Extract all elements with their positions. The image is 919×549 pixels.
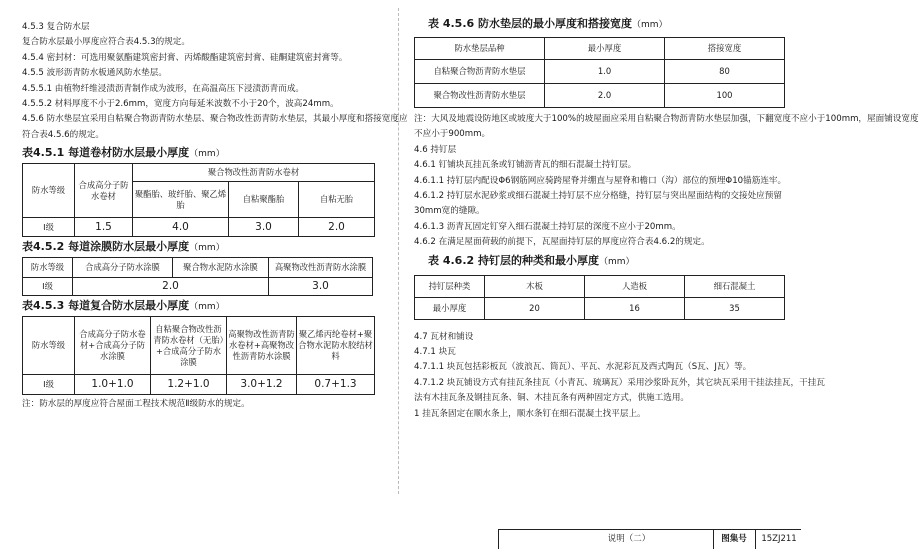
text-4-7-1-2-item1: 1 挂瓦条固定在顺水条上，顺水条钉在细石混凝土找平层上。 xyxy=(414,408,646,419)
th-level: 防水等级 xyxy=(23,258,73,278)
table-4-5-3 xyxy=(22,316,375,395)
title-block xyxy=(498,529,801,549)
text-4-7-1-1: 4.7.1.1 块瓦包括彩板瓦（波浪瓦、筒瓦）、平瓦、水泥彩瓦及西式陶瓦（S瓦、J瓦）等。 xyxy=(414,362,752,373)
th-sub2: 自粘聚酯胎 xyxy=(229,182,299,218)
text-4-7-1-2: 4.7.1.2 块瓦铺设方式有挂瓦条挂瓦（小青瓦、琉璃瓦）采用沙浆卧瓦外，其它块瓦采用干挂法挂瓦，干挂瓦 xyxy=(414,377,825,388)
section-4-5-3: 4.5.3 复合防水层 xyxy=(22,22,90,32)
th-sub3: 自粘无胎 xyxy=(299,182,375,218)
cell-v2: 4.0 xyxy=(133,218,229,237)
table-4-5-6-caption: 表 4.5.6 防水垫层的最小厚度和搭接宽度（mm） xyxy=(428,17,668,30)
cell-r2-name: 聚合物改性沥青防水垫层 xyxy=(415,84,545,108)
th-1: 合成高分子防水涂膜 xyxy=(73,258,173,278)
cell-level: Ⅰ级 xyxy=(23,375,75,395)
cell-r1-thickness: 1.0 xyxy=(545,60,665,84)
th-polymer: 合成高分子防水卷材 xyxy=(75,164,133,218)
cell-v4: 2.0 xyxy=(299,218,375,237)
th-2: 人造板 xyxy=(585,275,685,297)
th-3: 高聚物改性沥青防水卷材+高聚物改性沥青防水涂膜 xyxy=(227,317,297,375)
atlas-code: 15ZJ211 xyxy=(755,530,802,549)
cell-level: Ⅰ级 xyxy=(23,218,75,237)
cell-level: Ⅰ级 xyxy=(23,278,73,296)
th-3: 搭接宽度 xyxy=(665,38,785,60)
cell-r1-width: 80 xyxy=(665,60,785,84)
cell-v2: 16 xyxy=(585,297,685,319)
note-4-5-6: 注：大风及地震设防地区或坡度大于100%的坡屋面应采用自粘聚合物沥青防水垫层加强，下翻宽度不应小于100mm，屋面铺设宽度 xyxy=(414,114,919,124)
right-column xyxy=(414,0,919,422)
th-2: 聚合物水泥防水涂膜 xyxy=(173,258,269,278)
table-4-5-1 xyxy=(22,163,375,237)
text-4-5-4: 4.5.4 密封材：可选用聚氨酯建筑密封膏、丙烯酸酯建筑密封膏、硅酮建筑密封膏等。 xyxy=(22,52,348,63)
note-4-5: 注：防水层的厚度应符合屋面工程技术规范Ⅱ级防水的规定。 xyxy=(22,399,250,410)
section-4-7-1: 4.7.1 块瓦 xyxy=(414,347,456,358)
table-4-5-6 xyxy=(414,37,785,108)
atlas-label: 图集号 xyxy=(713,530,754,549)
column-divider xyxy=(398,8,399,494)
section-4-6: 4.6 持钉层 xyxy=(414,144,457,155)
text-4-6-1-1: 4.6.1.1 持钉层内配设Φ6钢筋网应骑跨屋脊并绷直与屋脊和檐口（沟）部位的预埋Φ10锚筋连牢。 xyxy=(414,175,787,186)
th-2: 最小厚度 xyxy=(545,38,665,60)
table-4-5-1-caption: 表4.5.1 每道卷材防水层最小厚度（mm） xyxy=(22,146,225,160)
text-4-5-6: 4.5.6 防水垫层宜采用自粘聚合物沥青防水垫层、聚合物改性沥青防水垫层，其最小厚度和搭接宽度应 xyxy=(22,114,408,125)
th-sub1: 聚酯胎、玻纤胎、聚乙烯胎 xyxy=(133,182,229,218)
sheet-title: 说明（二） xyxy=(607,534,651,544)
text-4-5-6-cont: 符合表4.5.6的规定。 xyxy=(22,129,105,140)
cell-v4: 0.7+1.3 xyxy=(297,375,375,395)
table-4-5-3-caption: 表4.5.3 每道复合防水层最小厚度（mm） xyxy=(22,299,225,313)
th-group: 聚合物改性沥青防水卷材 xyxy=(133,164,375,182)
th-1: 防水垫层品种 xyxy=(415,38,545,60)
cell-v1: 1.0+1.0 xyxy=(75,375,151,395)
cell-r2-width: 100 xyxy=(665,84,785,108)
cell-r1-name: 自粘聚合物沥青防水垫层 xyxy=(415,60,545,84)
cell-v3: 3.0+1.2 xyxy=(227,375,297,395)
cell-v3: 3.0 xyxy=(269,278,373,296)
cell-v2: 1.2+1.0 xyxy=(151,375,227,395)
th-1: 合成高分子防水卷材+合成高分子防水涂膜 xyxy=(75,317,151,375)
text-4-5-3: 复合防水层最小厚度应符合表4.5.3的规定。 xyxy=(22,37,190,48)
text-4-6-1-3: 4.6.1.3 沥青瓦固定钉穿入细石混凝土持钉层的深度不应小于20mm。 xyxy=(414,221,681,232)
text-4-5-5: 4.5.5 波形沥青防水板通风防水垫层。 xyxy=(22,68,167,79)
table-4-6-2-caption: 表 4.6.2 持钉层的种类和最小厚度（mm） xyxy=(428,253,635,267)
th-level: 防水等级 xyxy=(23,164,75,218)
th-3: 细石混凝土 xyxy=(685,275,785,297)
text-4-6-1-2: 4.6.1.2 持钉层水泥砂浆或细石混凝土持钉层不应分格缝，持钉层与突出屋面结构的交接处应预留 xyxy=(414,191,782,202)
th-2: 自粘聚合物改性沥青防水卷材（无胎）+合成高分子防水涂膜 xyxy=(151,317,227,375)
cell-v1: 1.5 xyxy=(75,218,133,237)
table-4-6-2 xyxy=(414,275,785,320)
cell-label: 最小厚度 xyxy=(415,297,485,319)
text-4-5-5-2: 4.5.5.2 材料厚度不小于2.6mm，宽度方向每延米波数不小于20个，波高24mm。 xyxy=(22,99,339,110)
cell-v3: 35 xyxy=(685,297,785,319)
th-0: 持钉层种类 xyxy=(415,275,485,297)
text-4-6-2: 4.6.2 在满足屋面荷载的前提下，瓦屋面持钉层的厚度应符合表4.6.2的规定。 xyxy=(414,237,710,248)
cell-v3: 3.0 xyxy=(229,218,299,237)
cell-v1: 20 xyxy=(485,297,585,319)
section-4-7: 4.7 瓦材和铺设 xyxy=(414,331,474,342)
th-level: 防水等级 xyxy=(23,317,75,375)
note-4-5-6-cont: 不应小于900mm。 xyxy=(414,129,491,140)
left-column xyxy=(22,0,408,413)
text-4-5-5-1: 4.5.5.1 由植物纤维浸渍沥青制作成为波形，在高温高压下浸渍沥青而成。 xyxy=(22,83,305,94)
th-1: 木板 xyxy=(485,275,585,297)
table-4-5-2 xyxy=(22,257,373,296)
th-3: 高聚物改性沥青防水涂膜 xyxy=(269,258,373,278)
text-4-6-1-2-cont: 30mm宽的缝隙。 xyxy=(414,206,485,217)
cell-r2-thickness: 2.0 xyxy=(545,84,665,108)
cell-v1: 2.0 xyxy=(73,278,269,296)
th-4: 聚乙烯丙纶卷材+聚合物水泥防水胶结材料 xyxy=(297,317,375,375)
table-4-5-2-caption: 表4.5.2 每道涂膜防水层最小厚度（mm） xyxy=(22,240,225,254)
text-4-7-1-2-cont: 法有木挂瓦条及钢挂瓦条、铜、木挂瓦条有两种固定方式，供施工选用。 xyxy=(414,393,690,404)
text-4-6-1: 4.6.1 钉铺块瓦挂瓦条或钉铺沥青瓦的细石混凝土持钉层。 xyxy=(414,160,637,171)
